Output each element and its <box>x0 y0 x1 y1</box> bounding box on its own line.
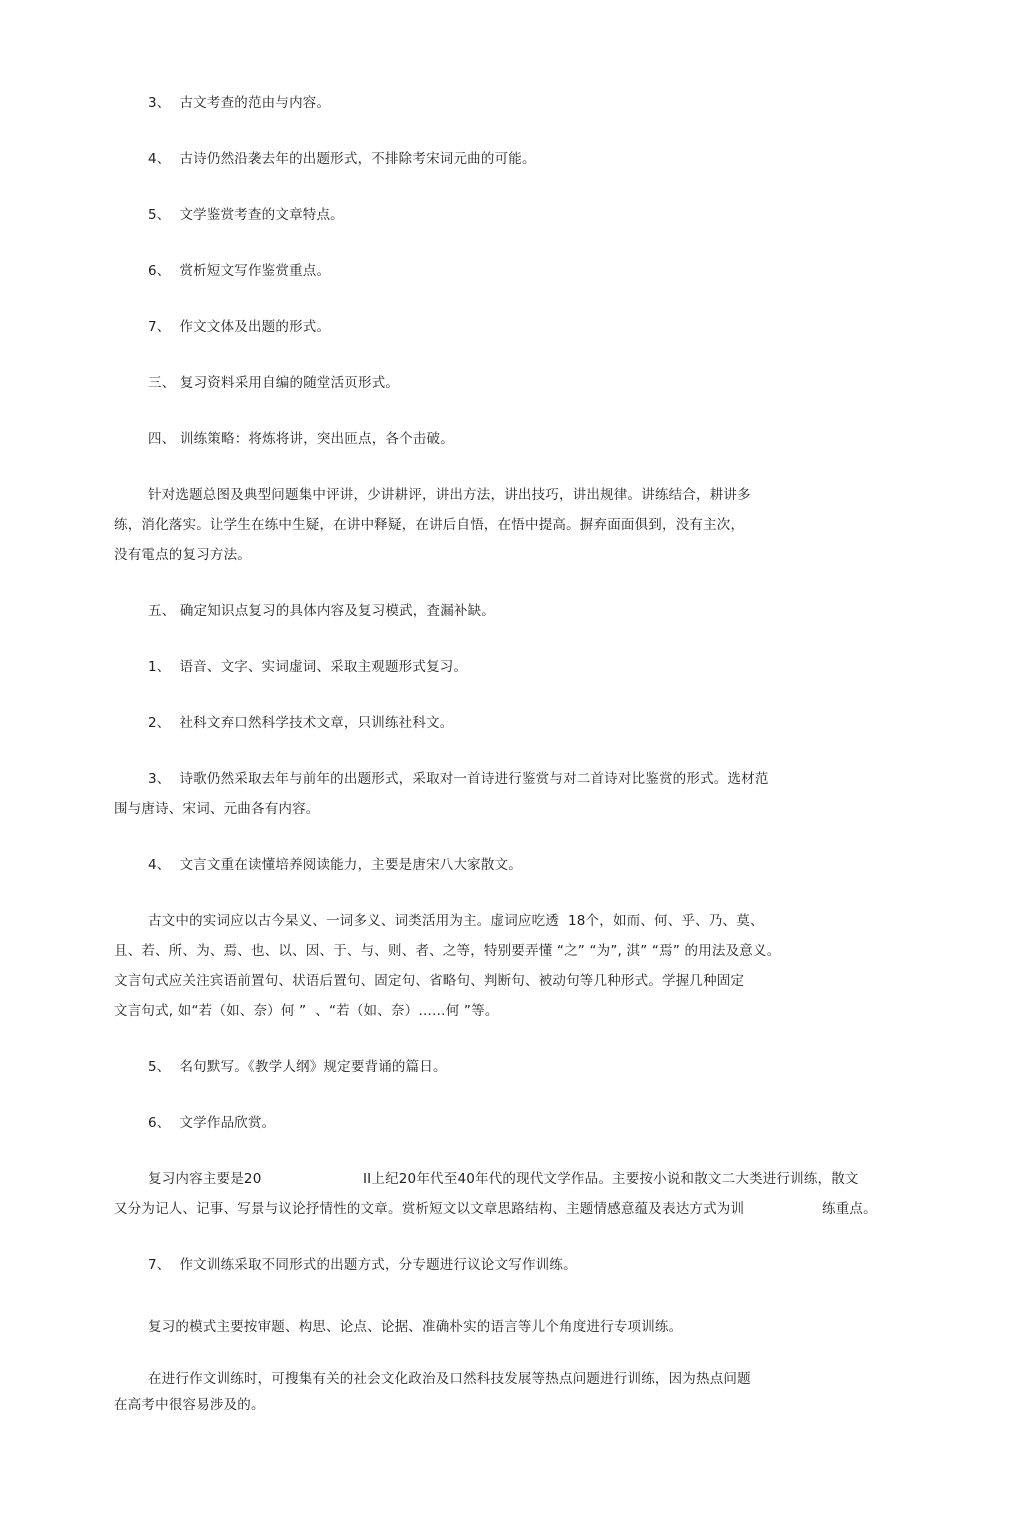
paragraph-line: 复习的模式主要按审题、构思、论点、论据、准确朴实的语言等儿个角度进行专项训练。 <box>148 1319 683 1335</box>
list-item: 2、 社科文弃口然科学技术文章，只训练社科文。 <box>148 715 454 731</box>
list-item: 5、 名句默写。《教学人纲》规定要背诵的篇日。 <box>148 1059 447 1075</box>
paragraph-line: 又分为记人、记事、写景与议论抒情性的文章。赏析短文以文章思路结构、主题情感意蕴及表达方式为训 <box>114 1201 745 1217</box>
list-item: 5、 文学鉴赏考查的文章特点。 <box>148 207 344 223</box>
list-item: 4、 古诗仍然沿袭去年的出题形式，不排除考宋词元曲的可能。 <box>148 151 536 167</box>
paragraph-line: 且、若、所、为、焉、也、以、因、于、与、则、者、之等，特别要弄懂 “之” “为”, 淇” “焉” 的用法及意义。 <box>114 943 781 959</box>
paragraph-line: 古文中的实词应以古今杲义、一词多义、词类活用为主。虚词应吃透 18个，如而、何、乎、乃、莫、 <box>148 913 764 929</box>
paragraph-line: 文言句式应关注宾语前置句、状语后置句、固定句、省略句、判断句、被动句等几种形式。学握几种固定 <box>114 973 745 989</box>
paragraph-line: 在进行作文训练时，可搜集有关的社会文化政治及口然科技发展等热点问题进行训练，因为热点问题 <box>148 1371 751 1387</box>
list-item: 7、 作文文体及出题的形式。 <box>148 319 331 335</box>
paragraph-line: 针对选题总图及典型问题集中评讲，少讲耕评，讲出方法，讲出技巧，讲出规律。讲练结合，耕讲多 <box>148 487 751 503</box>
list-item: 6、 赏析短文写作鉴赏重点。 <box>148 263 331 279</box>
paragraph-line: 文言句式, 如“若（如、奈）何 ” 、“若（如、奈）……何 ”等。 <box>114 1003 499 1019</box>
list-item: 4、 文言文重在读懂培养阅读能力，主要是唐宋八大家散文。 <box>148 857 522 873</box>
paragraph-line: 练重点。 <box>822 1201 877 1217</box>
list-item: 6、 文学作品欣赏。 <box>148 1115 276 1131</box>
list-item: 1、 语音、文字、实词虚词、采取主观题形式复习。 <box>148 659 468 675</box>
section-heading: 五、 确定知识点复习的具体内容及复习模武，査漏补缺。 <box>148 603 495 619</box>
paragraph-line: II上纪20年代至40年代的现代文学作品。主要按小说和散文二大类进行训练，散文 <box>363 1171 859 1187</box>
list-item: 7、 作文训练采取不同形式的出题方式，分专题进行议论文写作训练。 <box>148 1257 577 1273</box>
paragraph-line: 复习内容主要是20 <box>148 1171 262 1187</box>
paragraph-line: 在高考中很容易涉及的。 <box>114 1397 265 1413</box>
section-heading: 四、 训练策略：将炼将讲，突出匝点，各个击破。 <box>148 431 454 447</box>
list-item: 3、 古文考查的范由与内容。 <box>148 95 331 111</box>
list-item: 3、 诗歌仍然采取去年与前年的出题形式，采取对一首诗进行鉴赏与对二首诗对比鉴赏的形式。选材范 <box>148 771 769 787</box>
paragraph-line: 围与唐诗、宋词、元曲各有内容。 <box>114 801 320 817</box>
paragraph-line: 练，消化落实。让学生在练中生疑，在讲中释疑，在讲后自悟，在悟中提高。摒弃面面俱到，没有主次， <box>114 517 745 533</box>
section-heading: 三、 复习资料采用自编的随堂活页形式。 <box>148 375 400 391</box>
paragraph-line: 没有電点的复习方法。 <box>114 547 251 563</box>
